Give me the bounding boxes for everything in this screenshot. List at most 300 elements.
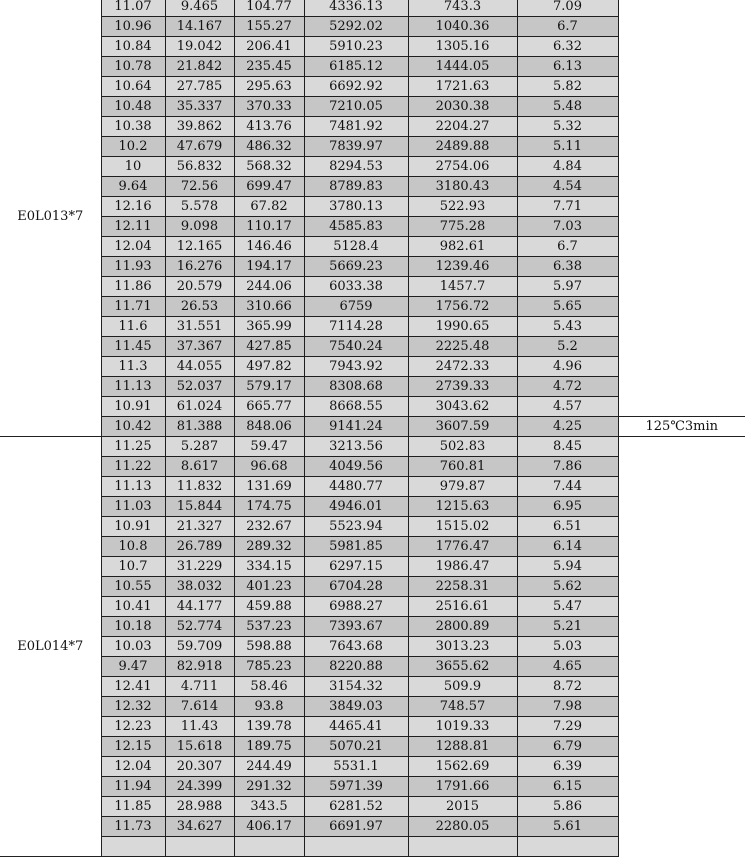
value-cell: 38.032	[165, 577, 234, 597]
value-cell: 1040.36	[408, 17, 517, 37]
table-row	[0, 617, 745, 637]
note-cell	[618, 577, 745, 597]
value-cell: 7943.92	[304, 357, 408, 377]
note-cell	[618, 317, 745, 337]
value-cell: 4.57	[517, 397, 618, 417]
table-row	[0, 17, 745, 37]
value-cell: 1288.81	[408, 737, 517, 757]
value-cell: 1457.7	[408, 277, 517, 297]
table-row	[0, 277, 745, 297]
value-cell: 5.21	[517, 617, 618, 637]
value-cell: 9.47	[101, 657, 165, 677]
value-cell: 11.13	[101, 377, 165, 397]
note-cell	[618, 777, 745, 797]
value-cell: 1791.66	[408, 777, 517, 797]
value-cell: 8789.83	[304, 177, 408, 197]
value-cell: 3154.32	[304, 677, 408, 697]
value-cell	[101, 837, 165, 857]
value-cell: 24.399	[165, 777, 234, 797]
value-cell: 8668.55	[304, 397, 408, 417]
value-cell: 10.48	[101, 97, 165, 117]
table-row	[0, 697, 745, 717]
table-row	[0, 177, 745, 197]
value-cell: 11.3	[101, 357, 165, 377]
value-cell: 31.551	[165, 317, 234, 337]
value-cell: 206.41	[234, 37, 304, 57]
value-cell: 6.7	[517, 237, 618, 257]
value-cell: 26.789	[165, 537, 234, 557]
value-cell: 11.03	[101, 497, 165, 517]
value-cell: 537.23	[234, 617, 304, 637]
value-cell: 7.03	[517, 217, 618, 237]
note-cell	[618, 757, 745, 777]
condition-note-cell: 125℃3min	[618, 417, 745, 437]
value-cell: 7.09	[517, 0, 618, 17]
value-cell: 1019.33	[408, 717, 517, 737]
value-cell: 139.78	[234, 717, 304, 737]
value-cell: 406.17	[234, 817, 304, 837]
table-row	[0, 77, 745, 97]
note-cell	[618, 357, 745, 377]
note-cell	[618, 197, 745, 217]
note-cell	[618, 477, 745, 497]
value-cell: 10.2	[101, 137, 165, 157]
note-cell	[618, 297, 745, 317]
table-row	[0, 217, 745, 237]
value-cell: 21.327	[165, 517, 234, 537]
value-cell	[517, 837, 618, 857]
value-cell: 3213.56	[304, 437, 408, 457]
note-cell	[618, 217, 745, 237]
value-cell: 7210.05	[304, 97, 408, 117]
value-cell: 7.86	[517, 457, 618, 477]
value-cell: 2754.06	[408, 157, 517, 177]
value-cell: 15.618	[165, 737, 234, 757]
value-cell: 189.75	[234, 737, 304, 757]
value-cell: 10.91	[101, 397, 165, 417]
value-cell: 16.276	[165, 257, 234, 277]
value-cell: 7393.67	[304, 617, 408, 637]
value-cell: 47.679	[165, 137, 234, 157]
value-cell: 785.23	[234, 657, 304, 677]
value-cell	[165, 837, 234, 857]
table-row	[0, 237, 745, 257]
value-cell: 4.72	[517, 377, 618, 397]
value-cell: 26.53	[165, 297, 234, 317]
value-cell: 4.54	[517, 177, 618, 197]
value-cell: 1239.46	[408, 257, 517, 277]
note-cell	[618, 657, 745, 677]
table-row	[0, 497, 745, 517]
note-cell	[618, 257, 745, 277]
value-cell: 12.04	[101, 757, 165, 777]
value-cell: 568.32	[234, 157, 304, 177]
note-cell	[618, 617, 745, 637]
value-cell: 19.042	[165, 37, 234, 57]
value-cell: 96.68	[234, 457, 304, 477]
value-cell: 244.49	[234, 757, 304, 777]
value-cell: 6.13	[517, 57, 618, 77]
value-cell: 6.32	[517, 37, 618, 57]
value-cell: 59.47	[234, 437, 304, 457]
value-cell: 44.177	[165, 597, 234, 617]
value-cell: 509.9	[408, 677, 517, 697]
value-cell: 7.614	[165, 697, 234, 717]
note-cell	[618, 157, 745, 177]
value-cell: 4336.13	[304, 0, 408, 17]
table-row	[0, 317, 745, 337]
value-cell: 61.024	[165, 397, 234, 417]
table-row	[0, 357, 745, 377]
value-cell: 4.711	[165, 677, 234, 697]
value-cell: 2225.48	[408, 337, 517, 357]
note-cell	[618, 457, 745, 477]
value-cell: 743.3	[408, 0, 517, 17]
value-cell: 401.23	[234, 577, 304, 597]
value-cell: 104.77	[234, 0, 304, 17]
table-row	[0, 677, 745, 697]
value-cell: 8.72	[517, 677, 618, 697]
value-cell: 110.17	[234, 217, 304, 237]
value-cell: 9141.24	[304, 417, 408, 437]
value-cell: 2015	[408, 797, 517, 817]
value-cell: 11.93	[101, 257, 165, 277]
value-cell: 1515.02	[408, 517, 517, 537]
value-cell: 232.67	[234, 517, 304, 537]
value-cell: 3013.23	[408, 637, 517, 657]
value-cell: 7.71	[517, 197, 618, 217]
value-cell: 6.38	[517, 257, 618, 277]
value-cell: 11.73	[101, 817, 165, 837]
table-row	[0, 197, 745, 217]
value-cell: 7.29	[517, 717, 618, 737]
note-cell	[618, 117, 745, 137]
note-cell	[618, 397, 745, 417]
table-row	[0, 377, 745, 397]
value-cell: 522.93	[408, 197, 517, 217]
value-cell: 72.56	[165, 177, 234, 197]
value-cell: 146.46	[234, 237, 304, 257]
table-row	[0, 637, 745, 657]
value-cell: 81.388	[165, 417, 234, 437]
value-cell: 11.85	[101, 797, 165, 817]
value-cell: 10.7	[101, 557, 165, 577]
value-cell: 11.25	[101, 437, 165, 457]
note-cell	[618, 557, 745, 577]
note-cell	[618, 97, 745, 117]
table-row	[0, 57, 745, 77]
value-cell: 3180.43	[408, 177, 517, 197]
value-cell: 748.57	[408, 697, 517, 717]
value-cell: 10.42	[101, 417, 165, 437]
value-cell: 365.99	[234, 317, 304, 337]
value-cell: 7.98	[517, 697, 618, 717]
note-cell	[618, 697, 745, 717]
value-cell: 497.82	[234, 357, 304, 377]
value-cell: 5.62	[517, 577, 618, 597]
value-cell: 4585.83	[304, 217, 408, 237]
value-cell: 11.832	[165, 477, 234, 497]
value-cell: 2489.88	[408, 137, 517, 157]
table-row	[0, 257, 745, 277]
value-cell: 4.25	[517, 417, 618, 437]
value-cell: 12.41	[101, 677, 165, 697]
value-cell: 4946.01	[304, 497, 408, 517]
note-cell	[618, 497, 745, 517]
value-cell: 12.23	[101, 717, 165, 737]
value-cell: 291.32	[234, 777, 304, 797]
value-cell: 6.39	[517, 757, 618, 777]
value-cell: 6759	[304, 297, 408, 317]
value-cell: 486.32	[234, 137, 304, 157]
table-row	[0, 437, 745, 457]
value-cell: 295.63	[234, 77, 304, 97]
value-cell: 12.04	[101, 237, 165, 257]
value-cell: 979.87	[408, 477, 517, 497]
value-cell: 37.367	[165, 337, 234, 357]
value-cell: 1305.16	[408, 37, 517, 57]
value-cell: 3780.13	[304, 197, 408, 217]
value-cell: 5971.39	[304, 777, 408, 797]
value-cell: 59.709	[165, 637, 234, 657]
value-cell: 35.337	[165, 97, 234, 117]
value-cell: 6033.38	[304, 277, 408, 297]
value-cell	[304, 837, 408, 857]
value-cell: 5910.23	[304, 37, 408, 57]
value-cell: 12.11	[101, 217, 165, 237]
table-row	[0, 657, 745, 677]
value-cell: 6.7	[517, 17, 618, 37]
note-cell	[618, 537, 745, 557]
value-cell: 6297.15	[304, 557, 408, 577]
value-cell: 6.79	[517, 737, 618, 757]
value-cell: 1444.05	[408, 57, 517, 77]
note-cell	[618, 377, 745, 397]
value-cell: 10.78	[101, 57, 165, 77]
table-row	[0, 777, 745, 797]
value-cell: 699.47	[234, 177, 304, 197]
value-cell: 665.77	[234, 397, 304, 417]
value-cell: 4465.41	[304, 717, 408, 737]
value-cell: 10.41	[101, 597, 165, 617]
table-row	[0, 797, 745, 817]
table-row	[0, 537, 745, 557]
value-cell: 7481.92	[304, 117, 408, 137]
value-cell: 1721.63	[408, 77, 517, 97]
value-cell: 1215.63	[408, 497, 517, 517]
value-cell: 760.81	[408, 457, 517, 477]
note-cell	[618, 517, 745, 537]
value-cell: 1562.69	[408, 757, 517, 777]
sample-id-cell: E0L013*7	[0, 0, 101, 437]
value-cell: 27.785	[165, 77, 234, 97]
table-row	[0, 0, 745, 17]
note-cell	[618, 17, 745, 37]
note-cell	[618, 57, 745, 77]
value-cell: 10.38	[101, 117, 165, 137]
value-cell: 11.86	[101, 277, 165, 297]
value-cell: 52.774	[165, 617, 234, 637]
value-cell: 459.88	[234, 597, 304, 617]
value-cell: 1986.47	[408, 557, 517, 577]
note-cell	[618, 737, 745, 757]
table-row	[0, 517, 745, 537]
note-cell	[618, 137, 745, 157]
value-cell: 6185.12	[304, 57, 408, 77]
value-cell: 5523.94	[304, 517, 408, 537]
note-cell	[618, 437, 745, 457]
value-cell	[234, 837, 304, 857]
value-cell: 1990.65	[408, 317, 517, 337]
value-cell: 5.86	[517, 797, 618, 817]
value-cell: 5.65	[517, 297, 618, 317]
note-cell	[618, 337, 745, 357]
value-cell: 2800.89	[408, 617, 517, 637]
value-cell: 8294.53	[304, 157, 408, 177]
value-cell: 3655.62	[408, 657, 517, 677]
table-row	[0, 757, 745, 777]
note-cell	[618, 637, 745, 657]
table-row	[0, 717, 745, 737]
value-cell: 9.64	[101, 177, 165, 197]
note-cell	[618, 797, 745, 817]
sample-id-cell: E0L014*7	[0, 437, 101, 857]
value-cell: 44.055	[165, 357, 234, 377]
value-cell: 12.165	[165, 237, 234, 257]
value-cell: 5.82	[517, 77, 618, 97]
value-cell: 6.14	[517, 537, 618, 557]
note-cell	[618, 0, 745, 17]
value-cell: 10.55	[101, 577, 165, 597]
table-row	[0, 157, 745, 177]
value-cell: 174.75	[234, 497, 304, 517]
note-cell	[618, 717, 745, 737]
value-cell: 56.832	[165, 157, 234, 177]
value-cell: 5.43	[517, 317, 618, 337]
table-row	[0, 417, 745, 437]
table-row	[0, 817, 745, 837]
value-cell: 2258.31	[408, 577, 517, 597]
value-cell: 10.91	[101, 517, 165, 537]
value-cell: 235.45	[234, 57, 304, 77]
value-cell: 2280.05	[408, 817, 517, 837]
value-cell: 10.8	[101, 537, 165, 557]
value-cell: 11.13	[101, 477, 165, 497]
value-cell: 6692.92	[304, 77, 408, 97]
value-cell: 848.06	[234, 417, 304, 437]
value-cell	[408, 837, 517, 857]
value-cell: 244.06	[234, 277, 304, 297]
value-cell: 7.44	[517, 477, 618, 497]
value-cell: 52.037	[165, 377, 234, 397]
value-cell: 8220.88	[304, 657, 408, 677]
value-cell: 5.287	[165, 437, 234, 457]
value-cell: 4480.77	[304, 477, 408, 497]
note-cell	[618, 77, 745, 97]
table-row	[0, 37, 745, 57]
value-cell: 31.229	[165, 557, 234, 577]
value-cell: 5.94	[517, 557, 618, 577]
value-cell: 4.65	[517, 657, 618, 677]
value-cell: 5669.23	[304, 257, 408, 277]
value-cell: 93.8	[234, 697, 304, 717]
value-cell: 502.83	[408, 437, 517, 457]
value-cell: 20.579	[165, 277, 234, 297]
value-cell: 1756.72	[408, 297, 517, 317]
value-cell: 2472.33	[408, 357, 517, 377]
value-cell: 9.098	[165, 217, 234, 237]
value-cell: 6.51	[517, 517, 618, 537]
table-row	[0, 477, 745, 497]
value-cell: 155.27	[234, 17, 304, 37]
value-cell: 28.988	[165, 797, 234, 817]
value-cell: 7839.97	[304, 137, 408, 157]
value-cell: 5981.85	[304, 537, 408, 557]
value-cell: 2739.33	[408, 377, 517, 397]
value-cell: 11.22	[101, 457, 165, 477]
value-cell: 7540.24	[304, 337, 408, 357]
value-cell: 5.03	[517, 637, 618, 657]
value-cell: 5.48	[517, 97, 618, 117]
value-cell: 10.03	[101, 637, 165, 657]
note-cell	[618, 37, 745, 57]
table-row	[0, 597, 745, 617]
value-cell: 9.465	[165, 0, 234, 17]
value-cell: 21.842	[165, 57, 234, 77]
table-row	[0, 337, 745, 357]
value-cell: 12.15	[101, 737, 165, 757]
value-cell: 427.85	[234, 337, 304, 357]
value-cell: 5128.4	[304, 237, 408, 257]
value-cell: 3849.03	[304, 697, 408, 717]
value-cell: 82.918	[165, 657, 234, 677]
value-cell: 5.11	[517, 137, 618, 157]
table-row	[0, 837, 745, 857]
value-cell: 194.17	[234, 257, 304, 277]
value-cell: 14.167	[165, 17, 234, 37]
value-cell: 6.15	[517, 777, 618, 797]
value-cell: 343.5	[234, 797, 304, 817]
table-row	[0, 297, 745, 317]
value-cell: 12.32	[101, 697, 165, 717]
value-cell: 6.95	[517, 497, 618, 517]
note-cell	[618, 677, 745, 697]
table-row	[0, 577, 745, 597]
value-cell: 34.627	[165, 817, 234, 837]
value-cell: 5.97	[517, 277, 618, 297]
note-cell	[618, 177, 745, 197]
value-cell: 39.862	[165, 117, 234, 137]
table-row	[0, 397, 745, 417]
value-cell: 11.45	[101, 337, 165, 357]
value-cell: 20.307	[165, 757, 234, 777]
value-cell: 5.32	[517, 117, 618, 137]
value-cell: 289.32	[234, 537, 304, 557]
value-cell: 7114.28	[304, 317, 408, 337]
value-cell: 10	[101, 157, 165, 177]
value-cell: 15.844	[165, 497, 234, 517]
value-cell: 5292.02	[304, 17, 408, 37]
value-cell: 10.84	[101, 37, 165, 57]
value-cell: 579.17	[234, 377, 304, 397]
note-cell	[618, 277, 745, 297]
value-cell: 131.69	[234, 477, 304, 497]
value-cell: 775.28	[408, 217, 517, 237]
value-cell: 5.578	[165, 197, 234, 217]
table-row	[0, 97, 745, 117]
value-cell: 2516.61	[408, 597, 517, 617]
table-row	[0, 737, 745, 757]
